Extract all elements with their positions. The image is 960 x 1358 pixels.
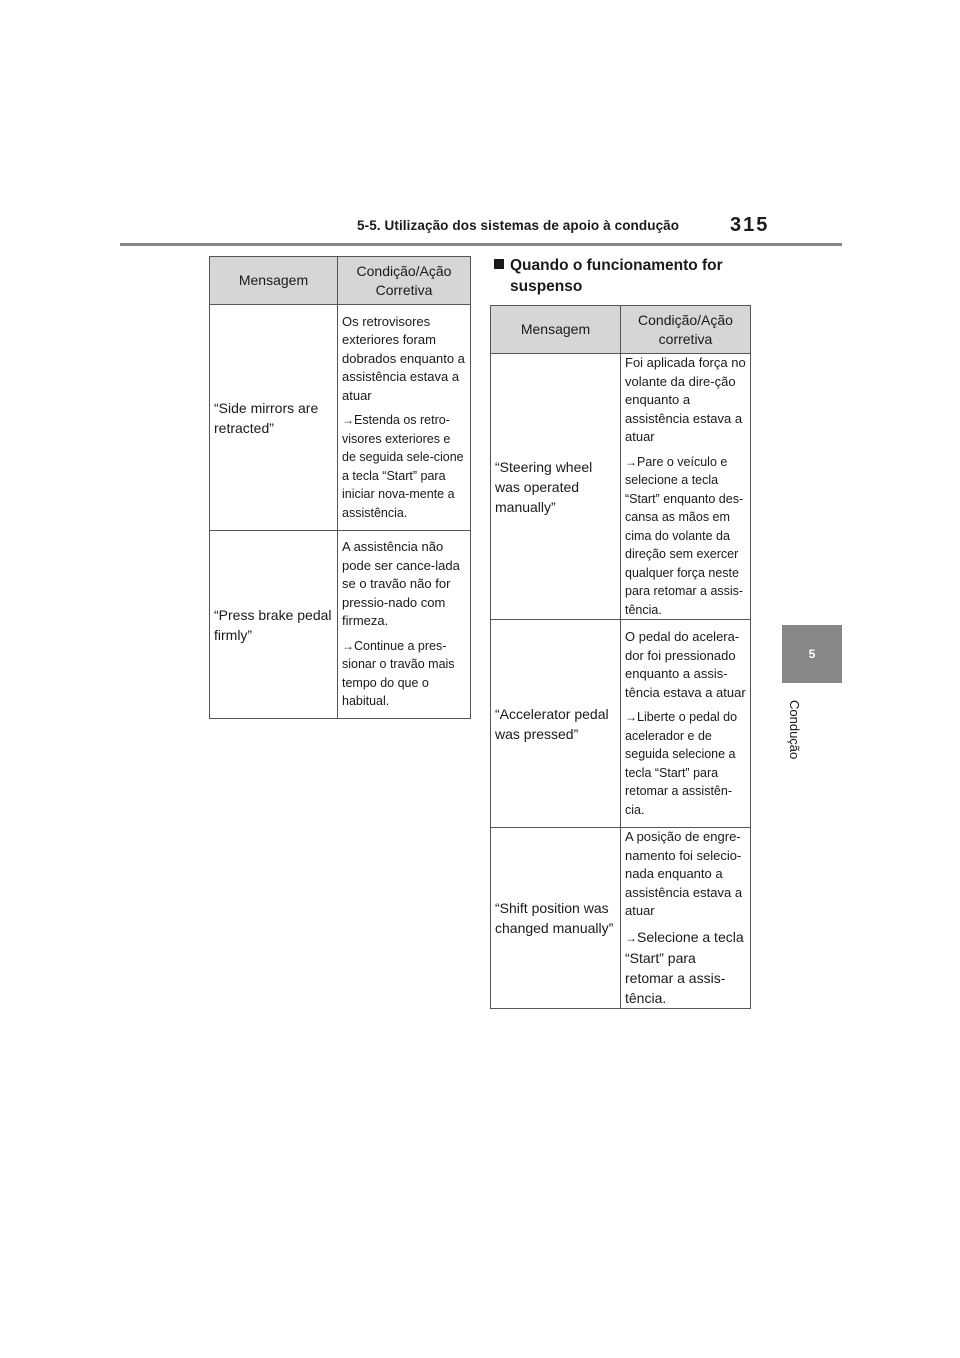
section-heading [494, 255, 723, 297]
message-cell: “Side mirrors are retracted” [210, 305, 338, 531]
header-divider [120, 243, 842, 246]
action-label: Liberte o pedal do acelerador e de seguida selecione a tecla “Start” para retomar a assistên-cia. [625, 710, 738, 817]
condition-text: A posição de engre-namento foi selecio-nada enquanto a assistência estava a atuar [625, 829, 743, 918]
table-header-row [491, 306, 751, 354]
action-label: Selecione a tecla “Start” para retomar a assis-tência. [625, 928, 744, 1006]
chapter-label: Condução [787, 700, 802, 760]
message-cell: “Shift position was changed manually” [491, 828, 621, 1009]
section-heading-line1: Quando o funcionamento for [510, 257, 723, 274]
arrow-icon: → [625, 930, 637, 945]
column-header-condition: Condição/Ação corretiva [621, 306, 751, 354]
section-title: 5-5. Utilização dos sistemas de apoio à condução [357, 218, 680, 233]
message-cell: “Steering wheel was operated manually” [491, 354, 621, 620]
square-bullet-icon [494, 259, 504, 269]
action-text [625, 927, 746, 1008]
condition-cell [621, 828, 751, 1009]
chapter-tab [782, 625, 842, 683]
page-number: 315 [730, 214, 770, 236]
right-message-table [490, 305, 751, 1009]
table-header-row [210, 257, 471, 305]
action-text [342, 411, 466, 522]
condition-cell [621, 620, 751, 828]
action-label: Estenda os retro-visores exteriores e de seguida sele-cione a tecla “Start” para iniciar nova-mente a assistência. [342, 413, 464, 520]
table-row [491, 828, 751, 1009]
arrow-icon: → [625, 710, 637, 724]
condition-text: Foi aplicada força no volante da dire-ção enquanto a assistência estava a atuar [625, 355, 746, 444]
condition-text: A assistência não pode ser cance-lada se o travão não for pressio-nado com firmeza. [342, 539, 460, 629]
action-label: Continue a pres-sionar o travão mais tempo do que o habitual. [342, 638, 455, 709]
table-row [491, 354, 751, 620]
column-header-message: Mensagem [491, 306, 621, 354]
arrow-icon: → [342, 638, 354, 653]
action-text [342, 637, 466, 711]
action-label: Pare o veículo e selecione a tecla “Start” enquanto des-cansa as mãos em cima do volante da direção sem exercer qualquer força neste para retomar a assis-tência. [625, 454, 744, 617]
section-heading-line2: suspenso [510, 278, 583, 295]
left-message-table [209, 256, 471, 719]
message-cell: “Press brake pedal firmly” [210, 531, 338, 719]
condition-cell [338, 305, 471, 531]
condition-cell [338, 531, 471, 719]
column-header-condition: Condição/Ação Corretiva [338, 257, 471, 305]
action-text [625, 453, 746, 620]
table-row [210, 305, 471, 531]
arrow-icon: → [625, 454, 637, 469]
condition-text: Os retrovisores exteriores foram dobrados enquanto a assistência estava a atuar [342, 313, 465, 403]
arrow-icon: → [342, 413, 354, 428]
action-text [625, 708, 746, 819]
condition-text: O pedal do acelera-dor foi pressionado enquanto a assis-tência estava a atuar [625, 629, 746, 700]
column-header-message: Mensagem [210, 257, 338, 305]
condition-cell [621, 354, 751, 620]
page-header [0, 0, 960, 250]
table-row [491, 620, 751, 828]
chapter-number: 5 [808, 647, 816, 661]
message-cell: “Accelerator pedal was pressed” [491, 620, 621, 828]
table-row [210, 531, 471, 719]
